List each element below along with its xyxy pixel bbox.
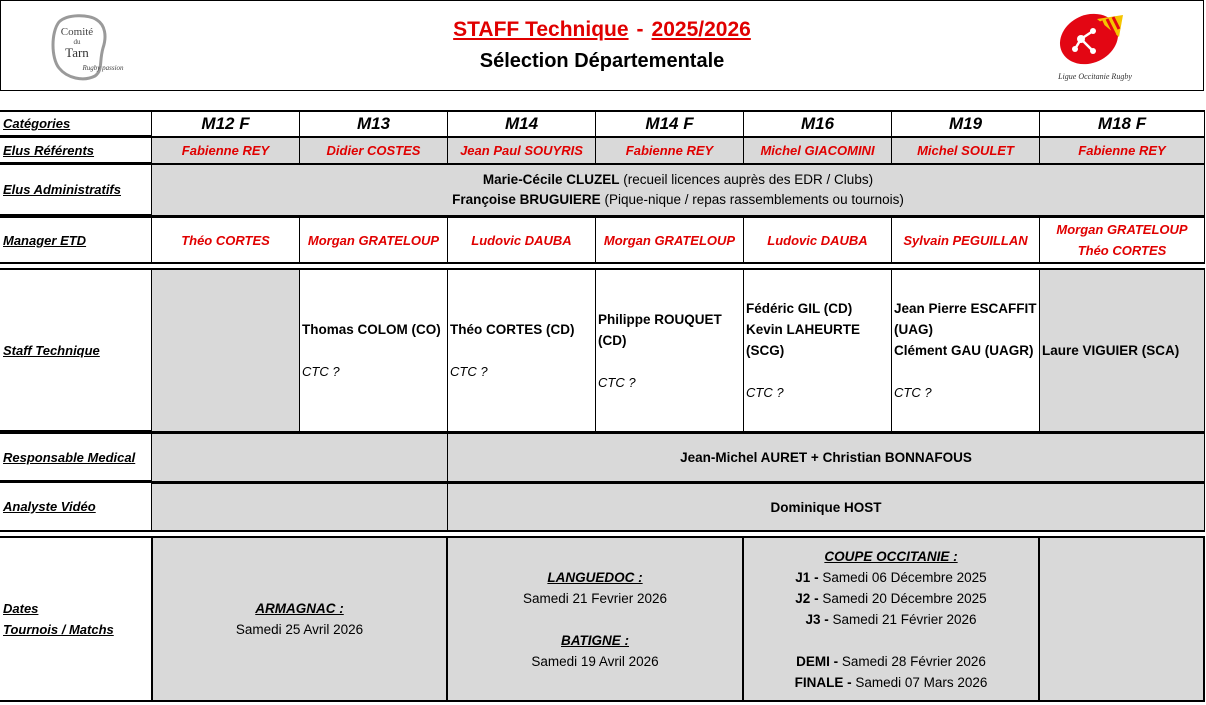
staff-m16 bbox=[743, 268, 892, 432]
dates-armagnac bbox=[151, 536, 448, 702]
manager-m18f-line-2: Théo CORTES bbox=[1077, 243, 1167, 258]
page-subtitle: Sélection Départementale bbox=[479, 50, 725, 72]
manager-m19: Sylvain PEGUILLAN bbox=[891, 216, 1040, 264]
row-label-elus-referents: Elus Référents bbox=[0, 137, 152, 164]
row-label-manager: Manager ETD bbox=[0, 216, 152, 264]
staff-m14f-ctc: CTC ? bbox=[598, 374, 636, 390]
manager-m16: Ludovic DAUBA bbox=[743, 216, 892, 264]
elu-referent-m14f: Fabienne REY bbox=[595, 137, 744, 164]
staff-m13-name: Thomas COLOM (CO) bbox=[302, 322, 441, 337]
elu-referent-m19: Michel SOULET bbox=[891, 137, 1040, 164]
manager-m14: Ludovic DAUBA bbox=[447, 216, 596, 264]
batigne-title: BATIGNE : bbox=[561, 632, 629, 648]
staff-m14f-name-2: (CD) bbox=[598, 332, 627, 348]
staff-m12f bbox=[151, 268, 300, 432]
row-label-staff: Staff Technique bbox=[0, 268, 152, 432]
manager-m12f: Théo CORTES bbox=[151, 216, 300, 264]
dates-coupe-occitanie bbox=[742, 536, 1040, 702]
row-label-dates bbox=[0, 536, 152, 702]
armagnac-date: Samedi 25 Avril 2026 bbox=[235, 622, 364, 637]
elus-admin-name-2: Françoise BRUGUIERE bbox=[452, 192, 601, 207]
coupe-finale-label: FINALE - bbox=[794, 674, 852, 690]
category-m19: M19 bbox=[891, 110, 1040, 137]
coupe-j2-date: Samedi 20 Décembre 2025 bbox=[822, 590, 987, 606]
languedoc-title: LANGUEDOC : bbox=[547, 569, 643, 585]
staff-m13-ctc: CTC ? bbox=[302, 364, 340, 379]
category-m12f: M12 F bbox=[151, 110, 300, 137]
category-m18f: M18 F bbox=[1039, 110, 1205, 137]
elu-referent-m18f: Fabienne REY bbox=[1039, 137, 1205, 164]
title-separator: - bbox=[636, 18, 644, 41]
staff-m16-ctc: CTC ? bbox=[746, 385, 784, 400]
staff-m14f bbox=[595, 268, 744, 432]
coupe-demi-label: DEMI - bbox=[796, 653, 839, 669]
coupe-j3 bbox=[805, 609, 976, 630]
medical-empty bbox=[151, 432, 448, 482]
coupe-j3-date: Samedi 21 Février 2026 bbox=[832, 611, 977, 627]
title-season: 2025/2026 bbox=[651, 18, 751, 41]
category-m14f: M14 F bbox=[595, 110, 744, 137]
video-empty bbox=[151, 482, 448, 532]
staff-m14f-name-1: Philippe ROUQUET bbox=[598, 311, 722, 327]
dates-languedoc-batigne bbox=[446, 536, 744, 702]
dates-m18f-empty bbox=[1038, 536, 1205, 702]
title-staff: STAFF Technique bbox=[453, 18, 629, 41]
coupe-j1-label: J1 - bbox=[795, 569, 819, 585]
staff-m18f bbox=[1039, 268, 1205, 432]
row-label-dates-2: Tournois / Matchs bbox=[3, 622, 114, 637]
category-m13: M13 bbox=[299, 110, 448, 137]
category-m16: M16 bbox=[743, 110, 892, 137]
coupe-demi bbox=[796, 651, 986, 672]
languedoc-date: Samedi 21 Fevrier 2026 bbox=[522, 590, 668, 606]
logo-left-text-4: Rugby passion bbox=[82, 64, 124, 72]
staff-m14-name: Théo CORTES (CD) bbox=[450, 322, 575, 337]
coupe-finale-date: Samedi 07 Mars 2026 bbox=[855, 674, 988, 690]
coupe-demi-date: Samedi 28 Février 2026 bbox=[841, 653, 986, 669]
manager-m18f-line-1: Morgan GRATELOUP bbox=[1056, 222, 1188, 237]
coupe-j1-date: Samedi 06 Décembre 2025 bbox=[822, 569, 987, 585]
elus-admin-line-2 bbox=[452, 190, 904, 210]
coupe-j1 bbox=[795, 567, 986, 588]
staff-m19-ctc: CTC ? bbox=[894, 385, 932, 400]
logo-left-text-3: Tarn bbox=[65, 45, 89, 60]
elus-admin-note-2: (Pique-nique / repas rassemblements ou tournois) bbox=[604, 192, 904, 207]
row-label-dates-1: Dates bbox=[3, 601, 39, 616]
staff-m16-name-1: Fédéric GIL (CD) bbox=[746, 301, 853, 316]
manager-m18f bbox=[1039, 216, 1205, 264]
elus-admin-line-1 bbox=[483, 170, 873, 190]
elu-referent-m14: Jean Paul SOUYRIS bbox=[447, 137, 596, 164]
coupe-title: COUPE OCCITANIE : bbox=[824, 548, 958, 564]
row-label-video: Analyste Vidéo bbox=[0, 482, 152, 532]
row-label-categories: Catégories bbox=[0, 110, 152, 137]
staff-m16-name-3: (SCG) bbox=[746, 343, 785, 358]
staff-m19 bbox=[891, 268, 1040, 432]
manager-m14f: Morgan GRATELOUP bbox=[595, 216, 744, 264]
staff-m14-ctc: CTC ? bbox=[450, 364, 488, 379]
coupe-j2-label: J2 - bbox=[795, 590, 819, 606]
logo-right-text: Ligue Occitanie Rugby bbox=[1058, 72, 1132, 81]
category-m14: M14 bbox=[447, 110, 596, 137]
staff-m19-name-2: (UAG) bbox=[894, 322, 933, 337]
staff-m13 bbox=[299, 268, 448, 432]
elu-referent-m12f: Fabienne REY bbox=[151, 137, 300, 164]
staff-m19-name-1: Jean Pierre ESCAFFIT bbox=[894, 301, 1037, 316]
armagnac-title: ARMAGNAC : bbox=[255, 601, 344, 616]
staff-m18f-name: Laure VIGUIER (SCA) bbox=[1042, 343, 1180, 358]
staff-m19-name-3: Clément GAU (UAGR) bbox=[894, 343, 1034, 358]
staff-m16-name-2: Kevin LAHEURTE bbox=[746, 322, 861, 337]
elus-admin-name-1: Marie-Cécile CLUZEL bbox=[482, 172, 620, 187]
video-name: Dominique HOST bbox=[447, 482, 1205, 532]
logo-left-text-1: Comité bbox=[60, 26, 94, 38]
staff-m14 bbox=[447, 268, 596, 432]
elus-admin-note-1: (recueil licences auprès des EDR / Clubs) bbox=[623, 172, 874, 187]
manager-m13: Morgan GRATELOUP bbox=[299, 216, 448, 264]
elus-admin-cell bbox=[151, 164, 1205, 216]
row-label-elus-admin: Elus Administratifs bbox=[0, 164, 152, 216]
medical-names: Jean-Michel AURET + Christian BONNAFOUS bbox=[447, 432, 1205, 482]
elu-referent-m13: Didier COSTES bbox=[299, 137, 448, 164]
elu-referent-m16: Michel GIACOMINI bbox=[743, 137, 892, 164]
logo-left-text-2: du bbox=[73, 38, 81, 46]
coupe-j3-label: J3 - bbox=[805, 611, 829, 627]
coupe-finale bbox=[795, 672, 988, 693]
coupe-j2 bbox=[795, 588, 986, 609]
batigne-date: Samedi 19 Avril 2026 bbox=[531, 653, 659, 669]
row-label-medical: Responsable Medical bbox=[0, 432, 152, 482]
